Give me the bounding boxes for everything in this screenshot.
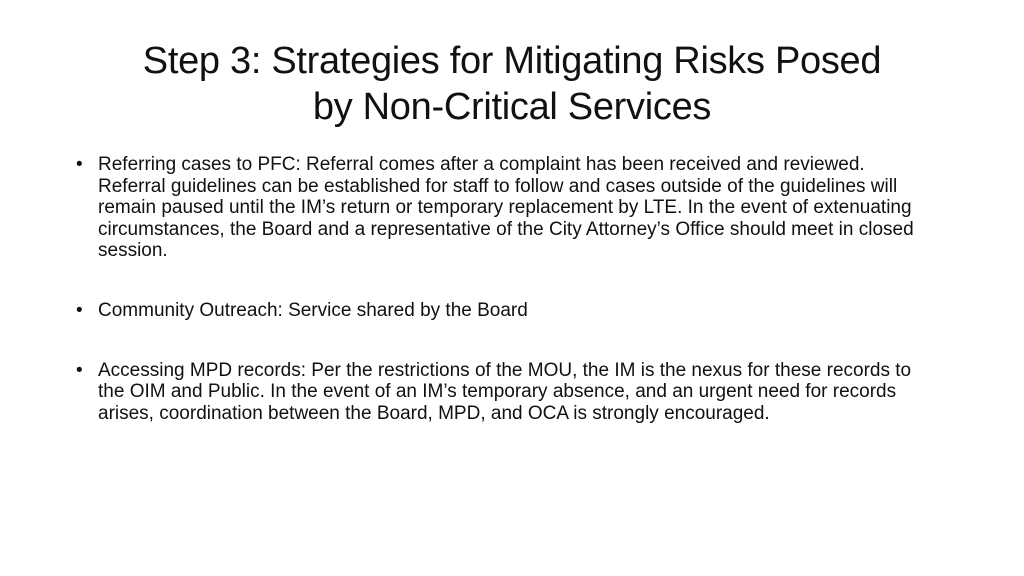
bullet-item-community-outreach bbox=[76, 300, 936, 322]
bullet-text: Accessing MPD records: Per the restrictions of the MOU, the IM is the nexus for these records to the OIM and Public. In the event of an IM’s temporary absence, and an urgent need for records arises, coordination between the Board, MPD, and OCA is strongly encouraged. bbox=[98, 359, 912, 424]
bullet-icon: • bbox=[76, 299, 83, 321]
bullet-text: Referring cases to PFC: Referral comes after a complaint has been received and reviewed. Referral guidelines can be established for staff to follow and cases outside of the guidelines will remain paused until the IM’s return or temporary replacement by LTE. In the event of extenuating circumstances, the Board and a representative of the City Attorney’s Office should meet in closed session. bbox=[98, 154, 914, 262]
bullet-list bbox=[76, 154, 936, 462]
bullet-icon: • bbox=[76, 359, 83, 381]
slide-title-line-2: by Non-Critical Services bbox=[312, 86, 712, 128]
slide-title bbox=[70, 38, 954, 130]
bullet-item-accessing-mpd-records bbox=[76, 360, 936, 425]
bullet-item-referring-cases bbox=[76, 154, 936, 262]
bullet-text: Community Outreach: Service shared by the Board bbox=[98, 299, 528, 321]
bullet-icon: • bbox=[76, 154, 83, 175]
slide-title-line-1: Step 3: Strategies for Mitigating Risks Posed bbox=[142, 40, 882, 82]
